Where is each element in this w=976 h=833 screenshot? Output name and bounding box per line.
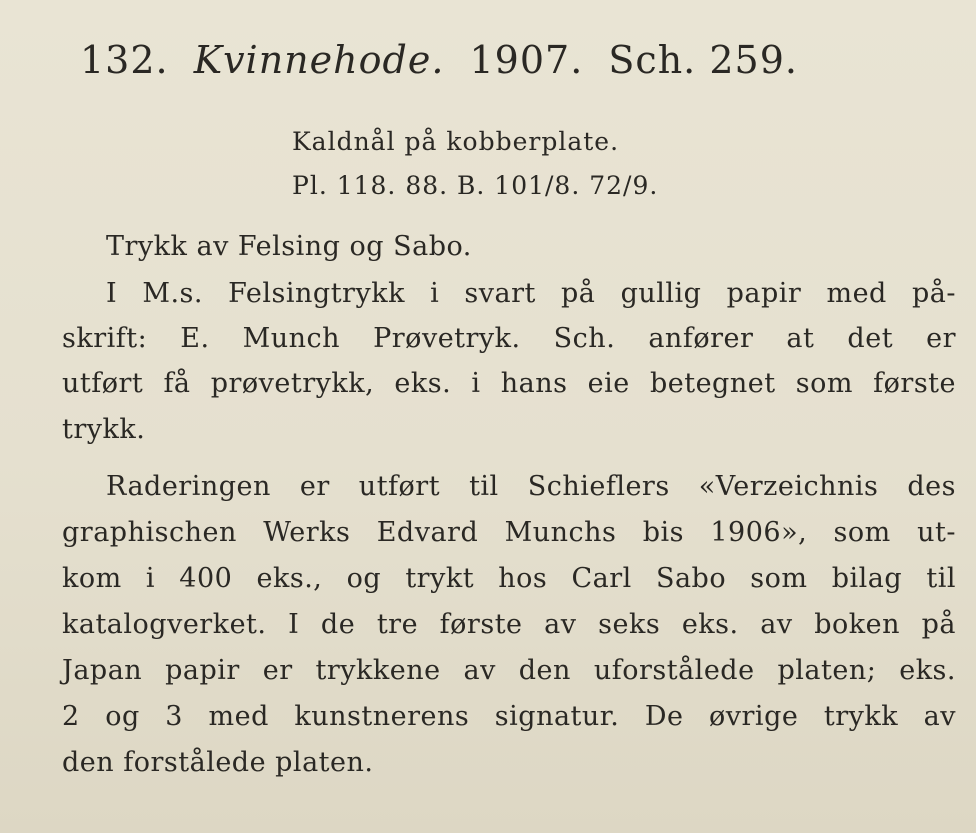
paragraph2-line: 2 og 3 med kunstnerens signatur. De øvrige trykk av — [62, 701, 956, 732]
paragraph2-line: kom i 400 eks., og trykt hos Carl Sabo som bilag til — [62, 563, 956, 594]
paragraph1-line: I M.s. Felsingtrykk i svart på gullig papir med på- — [106, 278, 956, 309]
entry-reference: Sch. 259. — [608, 38, 798, 82]
paragraph1-line: utført få prøvetrykk, eks. i hans eie betegnet som første — [62, 368, 956, 399]
paragraph2-line: graphischen Werks Edvard Munchs bis 1906», som ut- — [62, 517, 956, 548]
paragraph2-line: Japan papir er trykkene av den uforstålede platen; eks. — [62, 655, 956, 686]
technique-line: Kaldnål på kobberplate. — [292, 127, 620, 156]
paragraph1-line: trykk. — [62, 414, 146, 445]
paragraph2-line: katalogverket. I de tre første av seks eks. av boken på — [62, 609, 956, 640]
paragraph1-line: skrift: E. Munch Prøvetryk. Sch. anfører at det er — [62, 323, 956, 354]
paragraph1-line: Trykk av Felsing og Sabo. — [106, 231, 472, 262]
entry-title: Kvinnehode. — [193, 38, 445, 82]
dimensions-line: Pl. 118. 88. B. 101/8. 72/9. — [292, 171, 659, 200]
paragraph2-line: den forstålede platen. — [62, 747, 374, 778]
entry-heading — [80, 38, 798, 82]
entry-number: 132. — [80, 38, 169, 82]
entry-year: 1907. — [469, 38, 584, 82]
paragraph2-line: Raderingen er utført til Schieflers «Verzeichnis des — [106, 471, 956, 502]
